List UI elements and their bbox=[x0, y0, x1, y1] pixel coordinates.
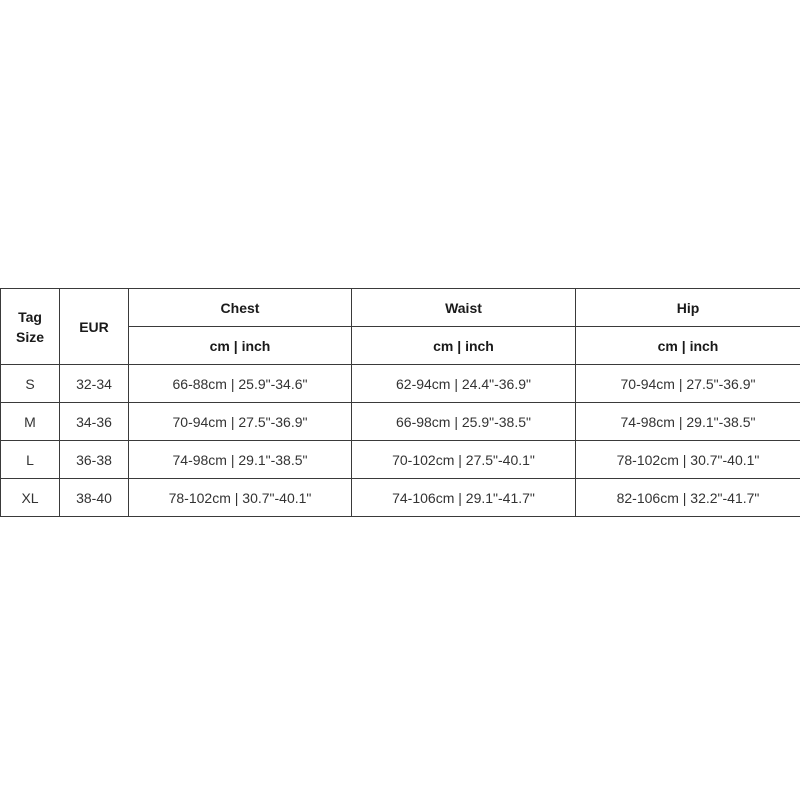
table-row bbox=[1, 479, 800, 517]
tag-size-header bbox=[1, 289, 60, 365]
tag-size-cell: XL bbox=[1, 479, 60, 517]
size-chart-table bbox=[0, 288, 800, 517]
eur-cell: 32-34 bbox=[60, 365, 129, 403]
tag-size-cell: S bbox=[1, 365, 60, 403]
waist-header: Waist bbox=[352, 289, 576, 327]
waist-cell: 70-102cm | 27.5"-40.1" bbox=[352, 441, 576, 479]
hip-header: Hip bbox=[576, 289, 800, 327]
table-row bbox=[1, 365, 800, 403]
hip-cell: 78-102cm | 30.7"-40.1" bbox=[576, 441, 800, 479]
waist-unit-header: cm | inch bbox=[352, 327, 576, 365]
waist-cell: 66-98cm | 25.9"-38.5" bbox=[352, 403, 576, 441]
tag-size-header-line1: Tag bbox=[18, 308, 42, 325]
chest-cell: 66-88cm | 25.9"-34.6" bbox=[129, 365, 352, 403]
chest-cell: 78-102cm | 30.7"-40.1" bbox=[129, 479, 352, 517]
hip-unit-header: cm | inch bbox=[576, 327, 800, 365]
waist-cell: 74-106cm | 29.1"-41.7" bbox=[352, 479, 576, 517]
header-row-1 bbox=[1, 289, 800, 327]
tag-size-cell: L bbox=[1, 441, 60, 479]
table-row bbox=[1, 403, 800, 441]
tag-size-cell: M bbox=[1, 403, 60, 441]
chest-header: Chest bbox=[129, 289, 352, 327]
eur-cell: 36-38 bbox=[60, 441, 129, 479]
eur-cell: 34-36 bbox=[60, 403, 129, 441]
hip-cell: 70-94cm | 27.5"-36.9" bbox=[576, 365, 800, 403]
eur-header: EUR bbox=[60, 289, 129, 365]
hip-cell: 74-98cm | 29.1"-38.5" bbox=[576, 403, 800, 441]
chest-cell: 70-94cm | 27.5"-36.9" bbox=[129, 403, 352, 441]
tag-size-header-line2: Size bbox=[15, 328, 44, 345]
chest-unit-header: cm | inch bbox=[129, 327, 352, 365]
hip-cell: 82-106cm | 32.2"-41.7" bbox=[576, 479, 800, 517]
waist-cell: 62-94cm | 24.4"-36.9" bbox=[352, 365, 576, 403]
eur-cell: 38-40 bbox=[60, 479, 129, 517]
table-row bbox=[1, 441, 800, 479]
chest-cell: 74-98cm | 29.1"-38.5" bbox=[129, 441, 352, 479]
